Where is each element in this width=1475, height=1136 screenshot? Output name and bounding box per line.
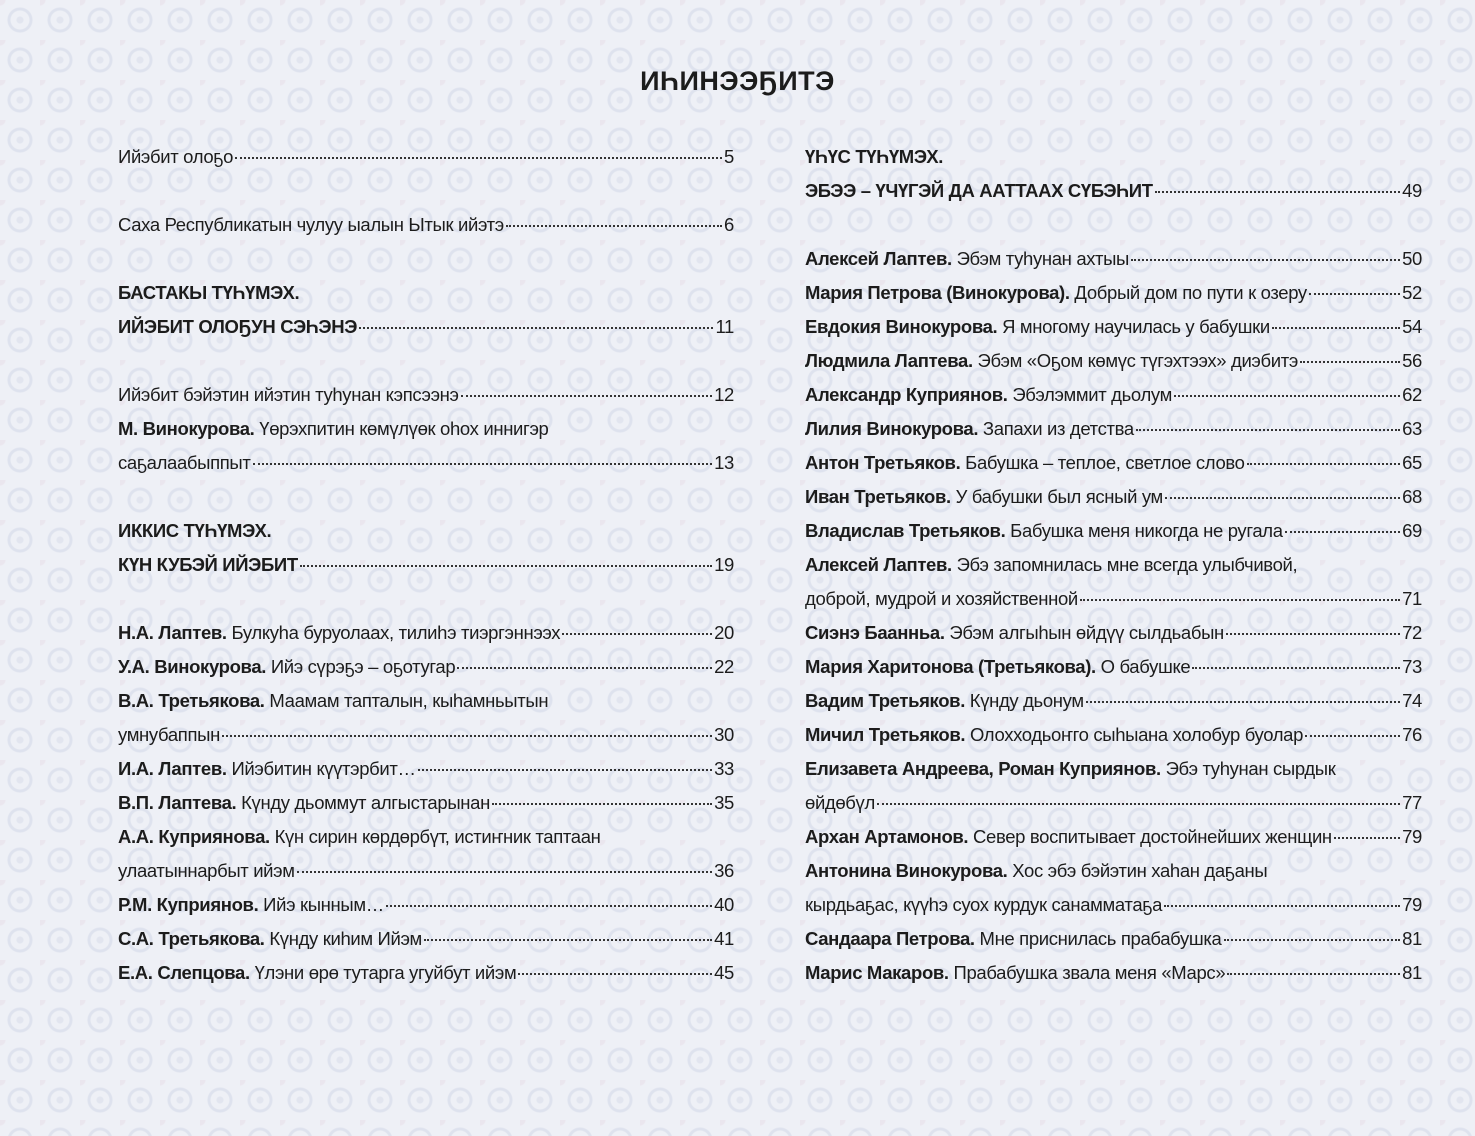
toc-left-column bbox=[118, 140, 734, 990]
entry-title: Саха Республикатын чулуу ыалын Ытык ийэтэ bbox=[118, 214, 504, 235]
entry-author: Александр Куприянов. bbox=[805, 384, 1008, 405]
dot-leader bbox=[253, 457, 713, 465]
spacer bbox=[118, 480, 734, 514]
entry-title: Иван Третьяков. У бабушки был ясный ум bbox=[805, 486, 1163, 507]
toc-section-heading bbox=[118, 514, 734, 548]
dot-leader bbox=[1285, 525, 1400, 533]
page-number: 68 bbox=[1402, 486, 1422, 507]
entry-author: У.А. Винокурова. bbox=[118, 656, 267, 677]
entry-title: Владислав Третьяков. Бабушка меня никогда не ругала bbox=[805, 520, 1283, 541]
toc-section-heading bbox=[805, 140, 1422, 174]
toc-entry bbox=[805, 242, 1422, 276]
entry-title: Мария Харитонова (Третьякова). О бабушке bbox=[805, 656, 1191, 677]
toc-entry bbox=[118, 208, 734, 242]
spacer bbox=[805, 208, 1422, 242]
page-number: 74 bbox=[1402, 690, 1422, 711]
toc-section-heading bbox=[118, 310, 734, 344]
entry-title: Вадим Третьяков. Күнду дьонум bbox=[805, 690, 1084, 711]
entry-author: С.А. Третьякова. bbox=[118, 928, 265, 949]
page-number: 79 bbox=[1402, 826, 1422, 847]
toc-entry bbox=[805, 446, 1422, 480]
page-number: 30 bbox=[714, 724, 734, 745]
page-number: 6 bbox=[724, 214, 734, 235]
dot-leader bbox=[1164, 899, 1400, 907]
toc-entry bbox=[805, 548, 1422, 582]
entry-title: ҮҺҮС ТҮҺҮМЭХ. bbox=[805, 146, 943, 167]
entry-title: Е.А. Слепцова. Үлэни өрө тутарга угуйбут ийэм bbox=[118, 962, 517, 983]
entry-title: Елизавета Андреева, Роман Куприянов. Эбэ туһунан сырдык bbox=[805, 758, 1336, 779]
dot-leader bbox=[1309, 287, 1400, 295]
entry-title: КҮН КУБЭЙ ИЙЭБИТ bbox=[118, 554, 298, 575]
entry-title: Р.М. Куприянов. Ийэ кынным… bbox=[118, 894, 384, 915]
toc-entry bbox=[805, 922, 1422, 956]
entry-title: В.А. Третьякова. Маамам тапталын, кыһамньытын bbox=[118, 690, 549, 711]
toc-entry bbox=[118, 378, 734, 412]
entry-author: Антонина Винокурова. bbox=[805, 860, 1008, 881]
entry-title: өйдөбүл bbox=[805, 792, 875, 813]
toc-entry bbox=[805, 480, 1422, 514]
entry-title: ЭБЭЭ – ҮЧҮГЭЙ ДА ААТТААХ СҮБЭҺИТ bbox=[805, 180, 1153, 201]
entry-title: Сандаара Петрова. Мне приснилась прабабушка bbox=[805, 928, 1222, 949]
entry-author: Елизавета Андреева, Роман Куприянов. bbox=[805, 758, 1161, 779]
dot-leader bbox=[1227, 967, 1400, 975]
toc-entry bbox=[118, 854, 734, 888]
toc-entry bbox=[805, 514, 1422, 548]
entry-author: Людмила Лаптева. bbox=[805, 350, 973, 371]
entry-title: Александр Куприянов. Эбэлэммит дьолум bbox=[805, 384, 1172, 405]
spacer bbox=[118, 242, 734, 276]
entry-author: Архан Артамонов. bbox=[805, 826, 969, 847]
dot-leader bbox=[1300, 355, 1400, 363]
page-number: 79 bbox=[1402, 894, 1422, 915]
toc-entry bbox=[118, 786, 734, 820]
entry-author: Владислав Третьяков. bbox=[805, 520, 1006, 541]
dot-leader bbox=[457, 661, 712, 669]
page-number: 36 bbox=[714, 860, 734, 881]
toc-right-column bbox=[805, 140, 1422, 990]
page-number: 49 bbox=[1402, 180, 1422, 201]
entry-author: Сандаара Петрова. bbox=[805, 928, 975, 949]
page-title: ИҺИНЭЭҔИТЭ bbox=[640, 66, 835, 96]
dot-leader bbox=[1226, 627, 1400, 635]
page-number: 77 bbox=[1402, 792, 1422, 813]
dot-leader bbox=[1247, 457, 1401, 465]
toc-entry bbox=[118, 718, 734, 752]
entry-title: доброй, мудрой и хозяйственной bbox=[805, 588, 1078, 609]
page-number: 13 bbox=[714, 452, 734, 473]
page-number: 52 bbox=[1402, 282, 1422, 303]
entry-author: Алексей Лаптев. bbox=[805, 248, 952, 269]
page-number: 33 bbox=[714, 758, 734, 779]
toc-entry bbox=[805, 854, 1422, 888]
entry-title: кырдьаҕас, күүһэ суох курдук санамматаҕа bbox=[805, 894, 1163, 915]
entry-title: ИЙЭБИТ ОЛОҔУН СЭҺЭНЭ bbox=[118, 316, 358, 337]
entry-author: И.А. Лаптев. bbox=[118, 758, 227, 779]
toc-entry bbox=[805, 412, 1422, 446]
entry-author: Р.М. Куприянов. bbox=[118, 894, 259, 915]
toc-entry bbox=[805, 956, 1422, 990]
entry-author: Е.А. Слепцова. bbox=[118, 962, 250, 983]
toc-entry bbox=[805, 718, 1422, 752]
entry-title: Антонина Винокурова. Хос эбэ бэйэтин хаһан даҕаны bbox=[805, 860, 1268, 881]
toc-entry bbox=[118, 922, 734, 956]
entry-title: Ийэбит олоҕо bbox=[118, 146, 234, 167]
entry-author: Мария Харитонова (Третьякова). bbox=[805, 656, 1096, 677]
page-number: 69 bbox=[1402, 520, 1422, 541]
spacer bbox=[118, 344, 734, 378]
dot-leader bbox=[386, 899, 712, 907]
toc-entry bbox=[805, 786, 1422, 820]
dot-leader bbox=[1305, 729, 1400, 737]
dot-leader bbox=[562, 627, 712, 635]
dot-leader bbox=[235, 151, 722, 159]
entry-title: Сиэнэ Баанньа. Эбэм алгыһын өйдүү сылдьабын bbox=[805, 622, 1224, 643]
entry-author: Сиэнэ Баанньа. bbox=[805, 622, 945, 643]
page-number: 73 bbox=[1402, 656, 1422, 677]
dot-leader bbox=[1080, 593, 1400, 601]
dot-leader bbox=[297, 865, 712, 873]
page-number: 50 bbox=[1402, 248, 1422, 269]
toc-section-heading bbox=[118, 276, 734, 310]
entry-title: Н.А. Лаптев. Булкуһа буруолаах, тилиһэ тиэргэннээх bbox=[118, 622, 561, 643]
toc-entry bbox=[118, 140, 734, 174]
page-number: 22 bbox=[714, 656, 734, 677]
entry-author: Евдокия Винокурова. bbox=[805, 316, 998, 337]
entry-title: С.А. Третьякова. Күнду киһим Ийэм bbox=[118, 928, 422, 949]
entry-author: Мария Петрова (Винокурова). bbox=[805, 282, 1070, 303]
toc-entry bbox=[805, 650, 1422, 684]
entry-author: Лилия Винокурова. bbox=[805, 418, 979, 439]
entry-title: Людмила Лаптева. Эбэм «Оҕом көмүс түгэхтээх» диэбитэ bbox=[805, 350, 1298, 371]
dot-leader bbox=[492, 797, 712, 805]
toc-entry bbox=[118, 752, 734, 786]
toc-entry bbox=[118, 446, 734, 480]
page-number: 56 bbox=[1402, 350, 1422, 371]
dot-leader bbox=[418, 763, 712, 771]
entry-title: улаатыннарбыт ийэм bbox=[118, 860, 295, 881]
page-number: 20 bbox=[714, 622, 734, 643]
entry-title: Ийэбит бэйэтин ийэтин туһунан кэпсээнэ bbox=[118, 384, 459, 405]
entry-author: Мичил Третьяков. bbox=[805, 724, 966, 745]
dot-leader bbox=[1174, 389, 1400, 397]
entry-title: Марис Макаров. Прабабушка звала меня «Марс» bbox=[805, 962, 1226, 983]
page-number: 40 bbox=[714, 894, 734, 915]
dot-leader bbox=[1165, 491, 1400, 499]
dot-leader bbox=[1131, 253, 1400, 261]
entry-title: М. Винокурова. Үөрэхпитин көмүлүөк оһох иннигэр bbox=[118, 418, 549, 439]
dot-leader bbox=[359, 321, 713, 329]
dot-leader bbox=[461, 389, 712, 397]
entry-title: саҕалаабыппыт bbox=[118, 452, 251, 473]
page-number: 19 bbox=[714, 554, 734, 575]
entry-author: Н.А. Лаптев. bbox=[118, 622, 227, 643]
dot-leader bbox=[1272, 321, 1400, 329]
entry-author: Марис Макаров. bbox=[805, 962, 949, 983]
toc-section-heading bbox=[805, 174, 1422, 208]
entry-title: Мичил Третьяков. Олохходьоҥго сыһыана холобур буолар bbox=[805, 724, 1304, 745]
entry-author: Иван Третьяков. bbox=[805, 486, 951, 507]
toc-entry bbox=[805, 378, 1422, 412]
page-number: 54 bbox=[1402, 316, 1422, 337]
dot-leader bbox=[424, 933, 712, 941]
page-number: 35 bbox=[714, 792, 734, 813]
dot-leader bbox=[222, 729, 712, 737]
entry-author: Антон Третьяков. bbox=[805, 452, 961, 473]
dot-leader bbox=[1086, 695, 1400, 703]
entry-title: Евдокия Винокурова. Я многому научилась у бабушки bbox=[805, 316, 1270, 337]
toc-entry bbox=[118, 820, 734, 854]
entry-author: М. Винокурова. bbox=[118, 418, 255, 439]
entry-author: Алексей Лаптев. bbox=[805, 554, 952, 575]
page-number: 81 bbox=[1402, 962, 1422, 983]
toc-entry bbox=[118, 616, 734, 650]
toc-entry bbox=[805, 684, 1422, 718]
page-number: 12 bbox=[714, 384, 734, 405]
dot-leader bbox=[1155, 185, 1400, 193]
entry-title: У.А. Винокурова. Ийэ сүрэҕэ – оҕотугар bbox=[118, 656, 456, 677]
entry-title: Алексей Лаптев. Эбэ запомнилась мне всегда улыбчивой, bbox=[805, 554, 1298, 575]
entry-title: И.А. Лаптев. Ийэбитин күүтэрбит… bbox=[118, 758, 416, 779]
spacer bbox=[118, 582, 734, 616]
dot-leader bbox=[518, 967, 712, 975]
page-number: 45 bbox=[714, 962, 734, 983]
entry-title: Антон Третьяков. Бабушка – теплое, светлое слово bbox=[805, 452, 1245, 473]
toc-section-heading bbox=[118, 548, 734, 582]
dot-leader bbox=[506, 219, 722, 227]
page-number: 81 bbox=[1402, 928, 1422, 949]
entry-title: Мария Петрова (Винокурова). Добрый дом по пути к озеру bbox=[805, 282, 1307, 303]
dot-leader bbox=[300, 559, 712, 567]
entry-title: Архан Артамонов. Север воспитывает достойнейших женщин bbox=[805, 826, 1332, 847]
toc-entry bbox=[805, 820, 1422, 854]
toc-entry bbox=[805, 888, 1422, 922]
dot-leader bbox=[877, 797, 1400, 805]
entry-title: А.А. Куприянова. Күн сирин көрдөрбүт, истиҥник таптаан bbox=[118, 826, 601, 847]
toc-entry bbox=[805, 344, 1422, 378]
dot-leader bbox=[1136, 423, 1400, 431]
dot-leader bbox=[1192, 661, 1400, 669]
entry-title: Лилия Винокурова. Запахи из детства bbox=[805, 418, 1134, 439]
dot-leader bbox=[1334, 831, 1400, 839]
page-number: 63 bbox=[1402, 418, 1422, 439]
entry-author: В.П. Лаптева. bbox=[118, 792, 237, 813]
toc-entry bbox=[805, 310, 1422, 344]
toc-entry bbox=[805, 276, 1422, 310]
toc-entry bbox=[805, 752, 1422, 786]
toc-entry bbox=[118, 412, 734, 446]
page-number: 41 bbox=[714, 928, 734, 949]
entry-title: умнубаппын bbox=[118, 724, 220, 745]
toc-entry bbox=[805, 582, 1422, 616]
page-number: 11 bbox=[715, 316, 734, 337]
entry-author: В.А. Третьякова. bbox=[118, 690, 265, 711]
page-number: 72 bbox=[1402, 622, 1422, 643]
toc-entry bbox=[805, 616, 1422, 650]
entry-author: Вадим Третьяков. bbox=[805, 690, 965, 711]
toc-entry bbox=[118, 684, 734, 718]
toc-entry bbox=[118, 888, 734, 922]
entry-author: А.А. Куприянова. bbox=[118, 826, 270, 847]
page-number: 5 bbox=[724, 146, 734, 167]
entry-title: Алексей Лаптев. Эбэм туһунан ахтыы bbox=[805, 248, 1129, 269]
dot-leader bbox=[1224, 933, 1401, 941]
page-number: 62 bbox=[1402, 384, 1422, 405]
entry-title: В.П. Лаптева. Күнду дьоммут алгыстарынан bbox=[118, 792, 490, 813]
page-number: 65 bbox=[1402, 452, 1422, 473]
page-number: 71 bbox=[1402, 588, 1422, 609]
entry-title: БАСТАКЫ ТҮҺҮМЭХ. bbox=[118, 282, 300, 303]
toc-entry bbox=[118, 650, 734, 684]
spacer bbox=[118, 174, 734, 208]
entry-title: ИККИС ТҮҺҮМЭХ. bbox=[118, 520, 272, 541]
toc-entry bbox=[118, 956, 734, 990]
page-number: 76 bbox=[1402, 724, 1422, 745]
